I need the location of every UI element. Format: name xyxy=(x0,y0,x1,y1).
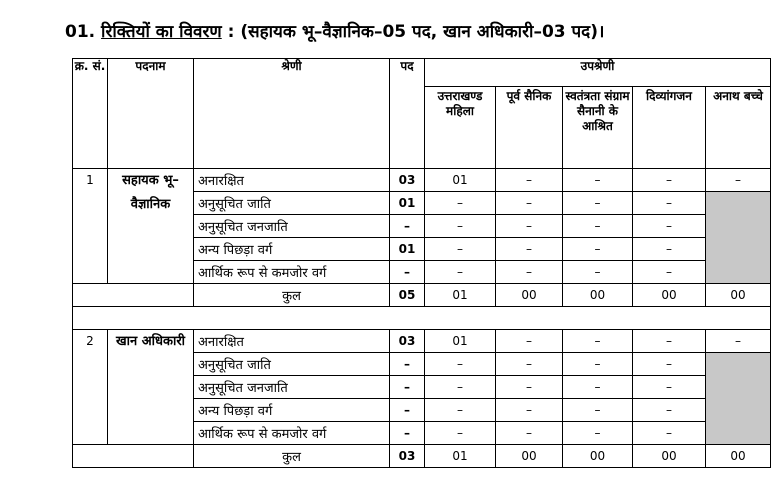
total-sub: 00 xyxy=(706,284,771,307)
heading-detail: : (सहायक भू–वैज्ञानिक–05 पद, खान अधिकारी–03 पद)। xyxy=(227,22,605,42)
total-label: कुल xyxy=(194,284,390,307)
sub-cell: – xyxy=(425,192,496,215)
header-post-name: पदनाम xyxy=(108,59,194,169)
sub-cell: – xyxy=(633,330,706,353)
category-cell: अन्य पिछड़ा वर्ग xyxy=(194,399,390,422)
category-cell: आर्थिक रूप से कमजोर वर्ग xyxy=(194,261,390,284)
header-subcategory: उपश्रेणी xyxy=(425,59,771,87)
category-cell: अनुसूचित जाति xyxy=(194,192,390,215)
sub-cell: – xyxy=(563,353,633,376)
sub-cell: 01 xyxy=(425,330,496,353)
total-sub: 00 xyxy=(633,284,706,307)
total-sub: 00 xyxy=(563,284,633,307)
sub-cell: – xyxy=(425,422,496,445)
group-1-sr: 1 xyxy=(73,169,108,284)
group-2-post: खान अधिकारी xyxy=(108,330,194,445)
sub-cell: – xyxy=(425,376,496,399)
sub-cell: – xyxy=(425,399,496,422)
sub-cell: – xyxy=(633,238,706,261)
posts-cell: – xyxy=(390,353,425,376)
header-sub-freedom-fighter: स्वतंत्रता संग्राम सैनानी के आश्रित xyxy=(563,87,633,169)
shaded-cell xyxy=(706,192,771,284)
sub-cell: – xyxy=(496,376,563,399)
total-sub: 00 xyxy=(706,445,771,468)
sub-cell: – xyxy=(496,399,563,422)
vacancy-table xyxy=(72,58,771,468)
sub-cell: – xyxy=(633,376,706,399)
sub-cell: – xyxy=(496,353,563,376)
sub-cell: – xyxy=(563,238,633,261)
header-posts: पद xyxy=(390,59,425,169)
total-posts: 05 xyxy=(390,284,425,307)
category-cell: अनारक्षित xyxy=(194,330,390,353)
sub-cell: – xyxy=(496,330,563,353)
header-category: श्रेणी xyxy=(194,59,390,169)
total-sub: 00 xyxy=(496,445,563,468)
category-cell: आर्थिक रूप से कमजोर वर्ग xyxy=(194,422,390,445)
header-sub-orphan: अनाथ बच्चे xyxy=(706,87,771,169)
sub-cell: – xyxy=(496,261,563,284)
sub-cell: – xyxy=(496,422,563,445)
total-sub: 01 xyxy=(425,284,496,307)
sub-cell: – xyxy=(633,353,706,376)
total-sub: 00 xyxy=(563,445,633,468)
posts-cell: – xyxy=(390,422,425,445)
spacer-cell xyxy=(73,307,771,330)
header-sub-women: उत्तराखण्ड महिला xyxy=(425,87,496,169)
category-cell: अनारक्षित xyxy=(194,169,390,192)
sub-cell: – xyxy=(496,238,563,261)
heading-title: रिक्तियों का विवरण xyxy=(101,22,222,42)
posts-cell: – xyxy=(390,215,425,238)
spacer-row xyxy=(73,307,771,330)
category-cell: अनुसूचित जाति xyxy=(194,353,390,376)
sub-cell: – xyxy=(563,399,633,422)
posts-cell: 01 xyxy=(390,238,425,261)
sub-cell: – xyxy=(563,261,633,284)
sub-cell: – xyxy=(633,215,706,238)
shaded-cell xyxy=(706,353,771,445)
sub-cell: – xyxy=(563,376,633,399)
total-blank xyxy=(73,284,194,307)
sub-cell: – xyxy=(496,215,563,238)
total-blank xyxy=(73,445,194,468)
category-cell: अन्य पिछड़ा वर्ग xyxy=(194,238,390,261)
sub-cell: – xyxy=(425,238,496,261)
total-sub: 01 xyxy=(425,445,496,468)
sub-cell: – xyxy=(563,169,633,192)
sub-cell: – xyxy=(633,261,706,284)
category-cell: अनुसूचित जनजाति xyxy=(194,376,390,399)
sub-cell: – xyxy=(633,422,706,445)
header-sub-ex-servicemen: पूर्व सैनिक xyxy=(496,87,563,169)
total-sub: 00 xyxy=(496,284,563,307)
table-row xyxy=(73,330,771,353)
sub-cell: – xyxy=(563,330,633,353)
sub-cell: – xyxy=(706,169,771,192)
header-sub-disabled: दिव्यांगजन xyxy=(633,87,706,169)
total-row xyxy=(73,284,771,307)
sub-cell: – xyxy=(425,353,496,376)
sub-cell: – xyxy=(425,215,496,238)
total-label: कुल xyxy=(194,445,390,468)
sub-cell: – xyxy=(563,192,633,215)
posts-cell: 03 xyxy=(390,330,425,353)
group-2-sr: 2 xyxy=(73,330,108,445)
total-row xyxy=(73,445,771,468)
posts-cell: – xyxy=(390,376,425,399)
sub-cell: – xyxy=(563,422,633,445)
page-heading xyxy=(65,19,604,42)
sub-cell: – xyxy=(633,192,706,215)
table-row xyxy=(73,169,771,192)
posts-cell: 01 xyxy=(390,192,425,215)
header-sr: क्र. सं. xyxy=(73,59,108,169)
posts-cell: 03 xyxy=(390,169,425,192)
posts-cell: – xyxy=(390,261,425,284)
heading-prefix: 01. xyxy=(65,22,96,42)
total-posts: 03 xyxy=(390,445,425,468)
posts-cell: – xyxy=(390,399,425,422)
sub-cell: – xyxy=(496,169,563,192)
sub-cell: – xyxy=(633,399,706,422)
sub-cell: 01 xyxy=(425,169,496,192)
sub-cell: – xyxy=(496,192,563,215)
sub-cell: – xyxy=(425,261,496,284)
sub-cell: – xyxy=(563,215,633,238)
category-cell: अनुसूचित जनजाति xyxy=(194,215,390,238)
group-1-post: सहायक भू–वैज्ञानिक xyxy=(108,169,194,284)
sub-cell: – xyxy=(706,330,771,353)
total-sub: 00 xyxy=(633,445,706,468)
sub-cell: – xyxy=(633,169,706,192)
